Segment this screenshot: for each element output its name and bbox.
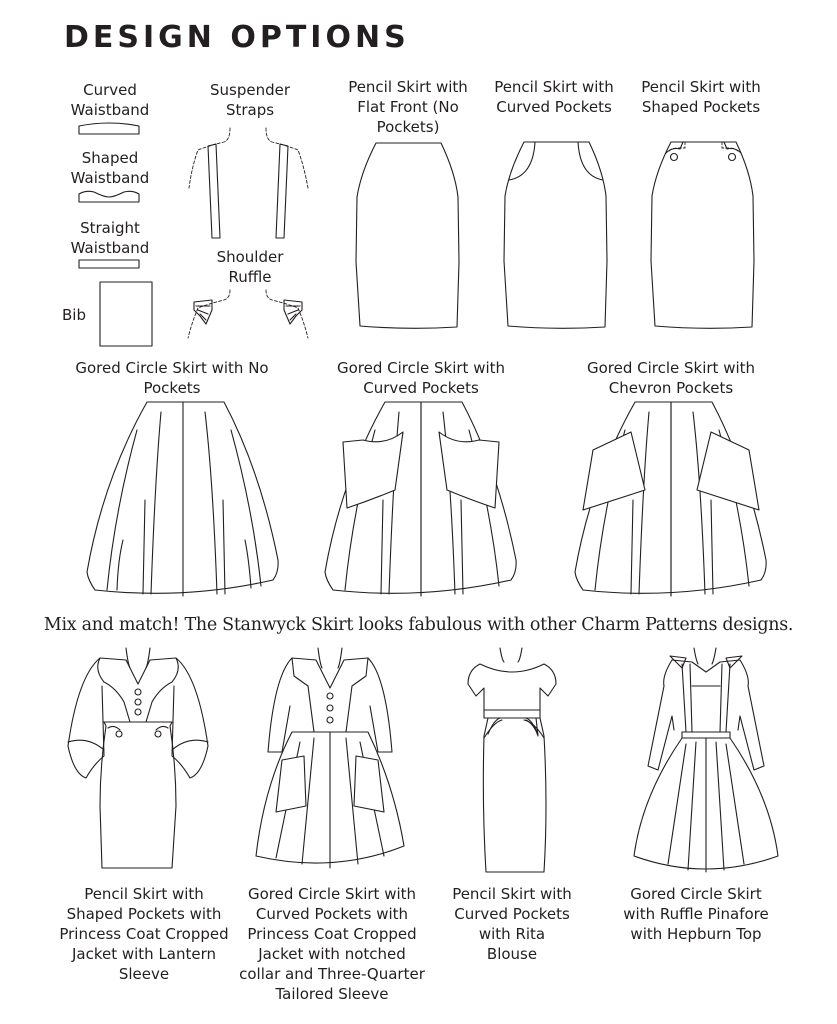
label-shaped-waistband: Shaped Waistband (70, 149, 150, 187)
tagline: Mix and match! The Stanwyck Skirt looks fabulous with other Charm Patterns designs. (43, 615, 794, 635)
gored-skirt-no-pockets-drawing (85, 400, 281, 600)
label-combo-4: Gored Circle Skirt with Ruffle Pinafore with Hepburn Top (623, 885, 769, 943)
label-pencil-flat-front: Pencil Skirt with Flat Front (No Pockets) (348, 78, 468, 136)
combo-notched-collar-drawing (244, 646, 412, 874)
label-gored-chevron-pockets: Gored Circle Skirt with Chevron Pockets (586, 359, 756, 397)
label-suspender-straps: Suspender Straps (209, 81, 291, 119)
label-pencil-shaped-pockets: Pencil Skirt with Shaped Pockets (641, 78, 761, 116)
combo-ruffle-pinafore-drawing (630, 646, 782, 878)
label-gored-no-pockets: Gored Circle Skirt with No Pockets (75, 359, 269, 397)
label-pencil-curved-pockets: Pencil Skirt with Curved Pockets (494, 78, 614, 116)
label-combo-1: Pencil Skirt with Shaped Pockets with Princess Coat Cropped Jacket with Lantern Sleeve (59, 885, 229, 983)
label-bib: Bib (62, 306, 86, 324)
shaped-waistband-drawing (78, 189, 140, 203)
gored-skirt-chevron-pockets-drawing (563, 400, 779, 600)
pencil-skirt-curved-pockets-drawing (503, 141, 609, 330)
curved-waistband-drawing (78, 121, 140, 135)
page-title: DESIGN OPTIONS (64, 20, 410, 55)
combo-rita-blouse-drawing (464, 646, 560, 874)
pencil-skirt-flat-front-drawing (355, 142, 461, 330)
gored-skirt-curved-pockets-drawing (313, 400, 529, 600)
bib-drawing (99, 281, 153, 347)
straight-waistband-drawing (78, 259, 140, 269)
pencil-skirt-shaped-pockets-drawing (650, 141, 756, 330)
label-combo-3: Pencil Skirt with Curved Pockets with Rita Blouse (452, 885, 572, 963)
label-combo-2: Gored Circle Skirt with Curved Pockets with Princess Coat Cropped Jacket with notched collar and Three-Quarter Tailored Sleeve (239, 885, 425, 1003)
combo-lantern-sleeve-drawing (64, 646, 214, 874)
label-straight-waistband: Straight Waistband (70, 219, 150, 257)
label-gored-curved-pockets: Gored Circle Skirt with Curved Pockets (336, 359, 506, 397)
label-curved-waistband: Curved Waistband (70, 81, 150, 119)
shoulder-ruffle-drawing (186, 288, 314, 342)
suspender-straps-drawing (186, 126, 314, 240)
label-shoulder-ruffle: Shoulder Ruffle (216, 248, 284, 286)
